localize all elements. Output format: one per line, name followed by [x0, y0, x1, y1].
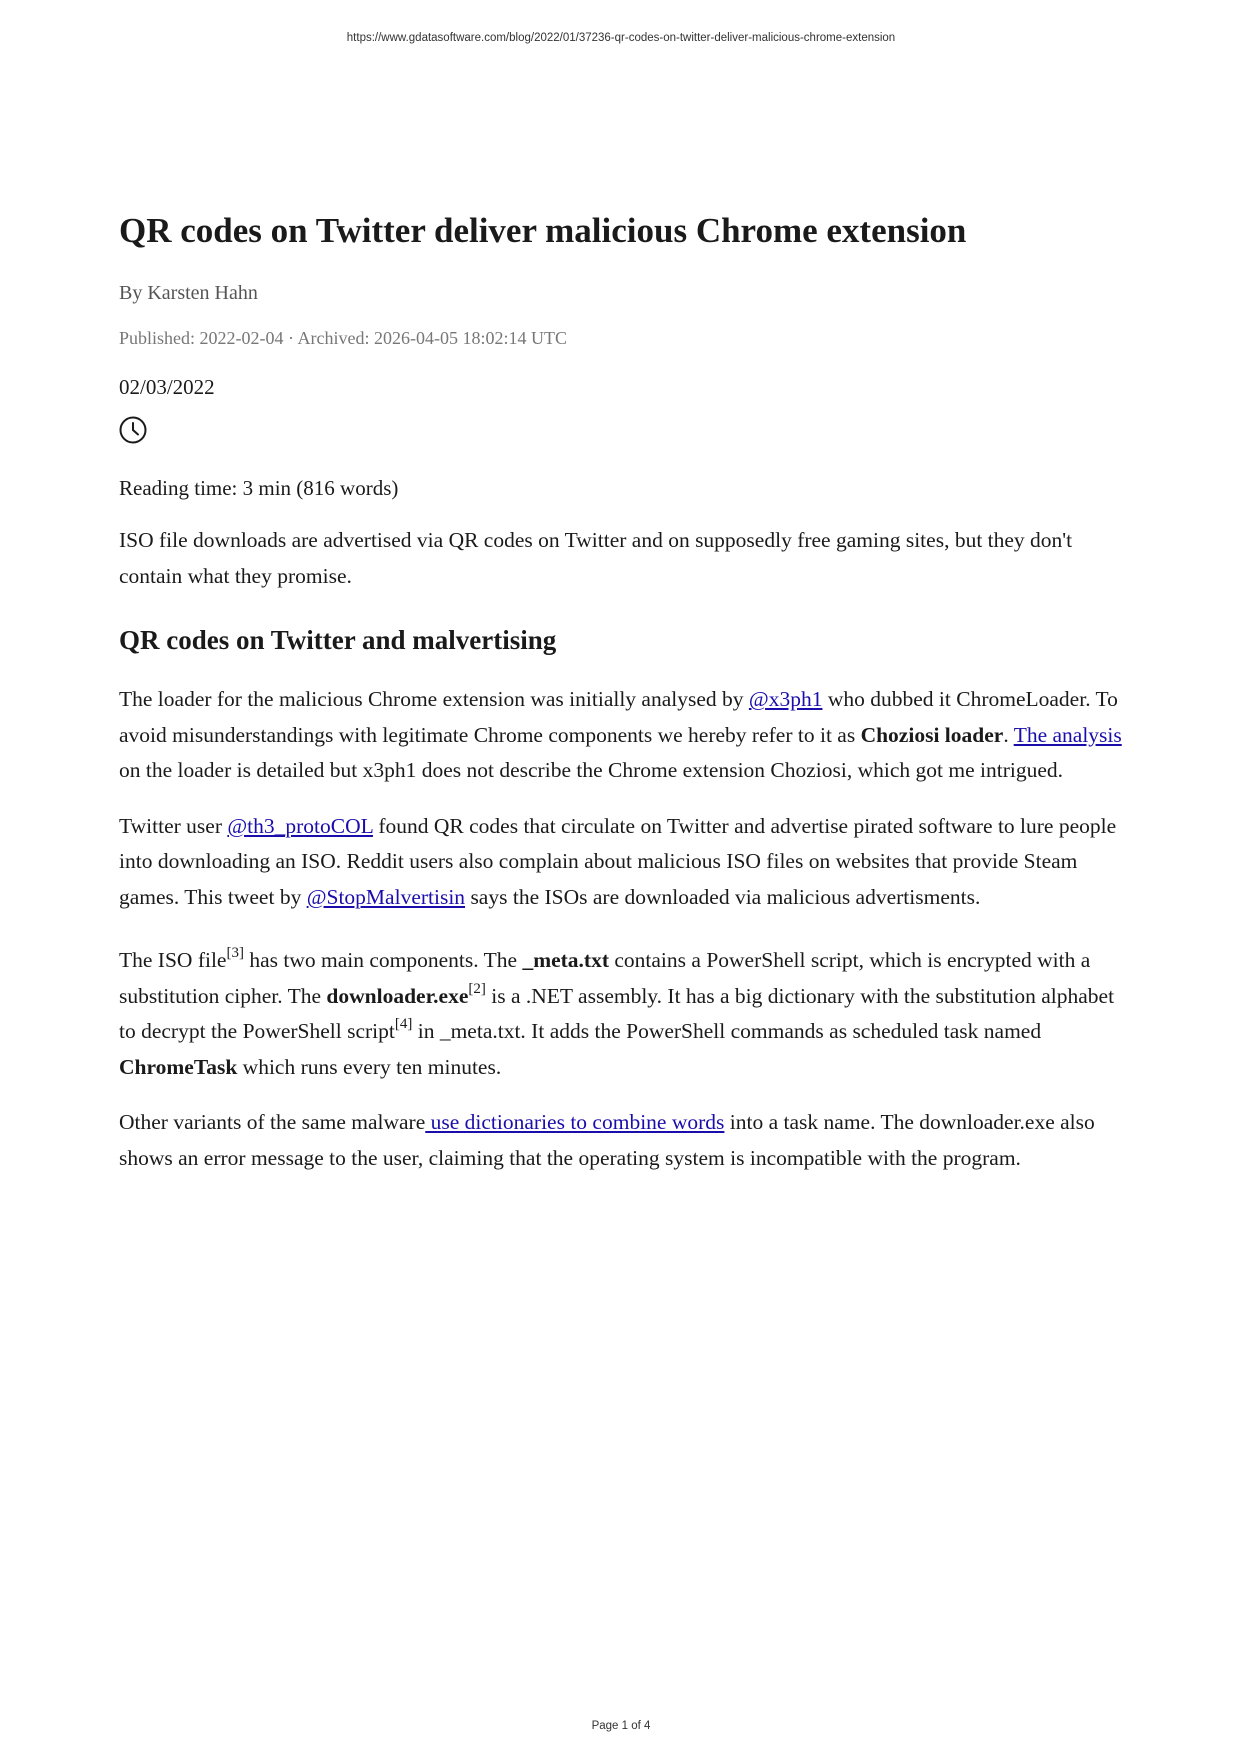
article-date: 02/03/2022 — [119, 375, 215, 399]
footnote-ref: [4] — [394, 1016, 413, 1033]
source-url: https://www.gdatasoftware.com/blog/2022/01/37236-qr-codes-on-twitter-deliver-malicious-chrome-extension — [346, 32, 896, 44]
paragraph-2: Twitter user @th3_protoCOL found QR codes that circulate on Twitter and advertise pirated software to lure people into downloading an ISO. Reddit users also complain about malicious ISO files on websites that provide Steam games. This tweet by @StopMalvertisin says the ISOs are downloaded via malicious advertisments. — [119, 813, 1117, 909]
paragraph-4: Other variants of the same malware use dictionaries to combine words into a task name. The downloader.exe also shows an error message to the user, claiming that the operating system is incompatible with the program. — [119, 1110, 1095, 1170]
clock-icon — [119, 416, 147, 444]
article-title: QR codes on Twitter deliver malicious Chrome extension — [119, 211, 967, 250]
stopmalvertisin-link[interactable]: @StopMalvertisin — [306, 884, 466, 909]
the-analysis-link[interactable]: The analysis — [1013, 722, 1122, 747]
section-heading: QR codes on Twitter and malvertising — [119, 625, 557, 655]
article — [119, 210, 1129, 1196]
publish-meta: Published: 2022-02-04 · Archived: 2026-04-05 18:02:14 UTC — [119, 328, 567, 348]
th3-protocol-link[interactable]: @th3_protoCOL — [227, 813, 373, 838]
intro-paragraph: ISO file downloads are advertised via QR codes on Twitter and on supposedly free gaming sites, but they don't contain what they promise. — [119, 528, 1073, 588]
footnote-ref: [2] — [468, 980, 486, 997]
footnote-ref: [3] — [226, 945, 244, 962]
x3ph1-link[interactable]: @x3ph1 — [748, 687, 823, 712]
paragraph-3: The ISO file[3] has two main components. The _meta.txt contains a PowerShell script, which is encrypted with a substitution cipher. The downloader.exe[2] is a .NET assembly. It has a big dictionary with the substitution alphabet to decrypt the PowerShell script[4] in _meta.txt. It adds the PowerShell commands as scheduled task named ChromeTask which runs every ten minutes. — [119, 945, 1115, 1079]
paragraph-1: The loader for the malicious Chrome extension was initially analysed by @x3ph1 who dubbed it ChromeLoader. To avoid misunderstandings with legitimate Chrome components we hereby refer to it as Choziosi loader. The analysis on the loader is detailed but x3ph1 does not describe the Chrome extension Choziosi, which got me intrigued. — [119, 687, 1122, 783]
reading-time: Reading time: 3 min (816 words) — [119, 476, 399, 500]
byline: By Karsten Hahn — [119, 282, 258, 304]
dictionaries-link[interactable]: use dictionaries to combine words — [425, 1110, 725, 1135]
page-number: Page 1 of 4 — [591, 1720, 651, 1732]
